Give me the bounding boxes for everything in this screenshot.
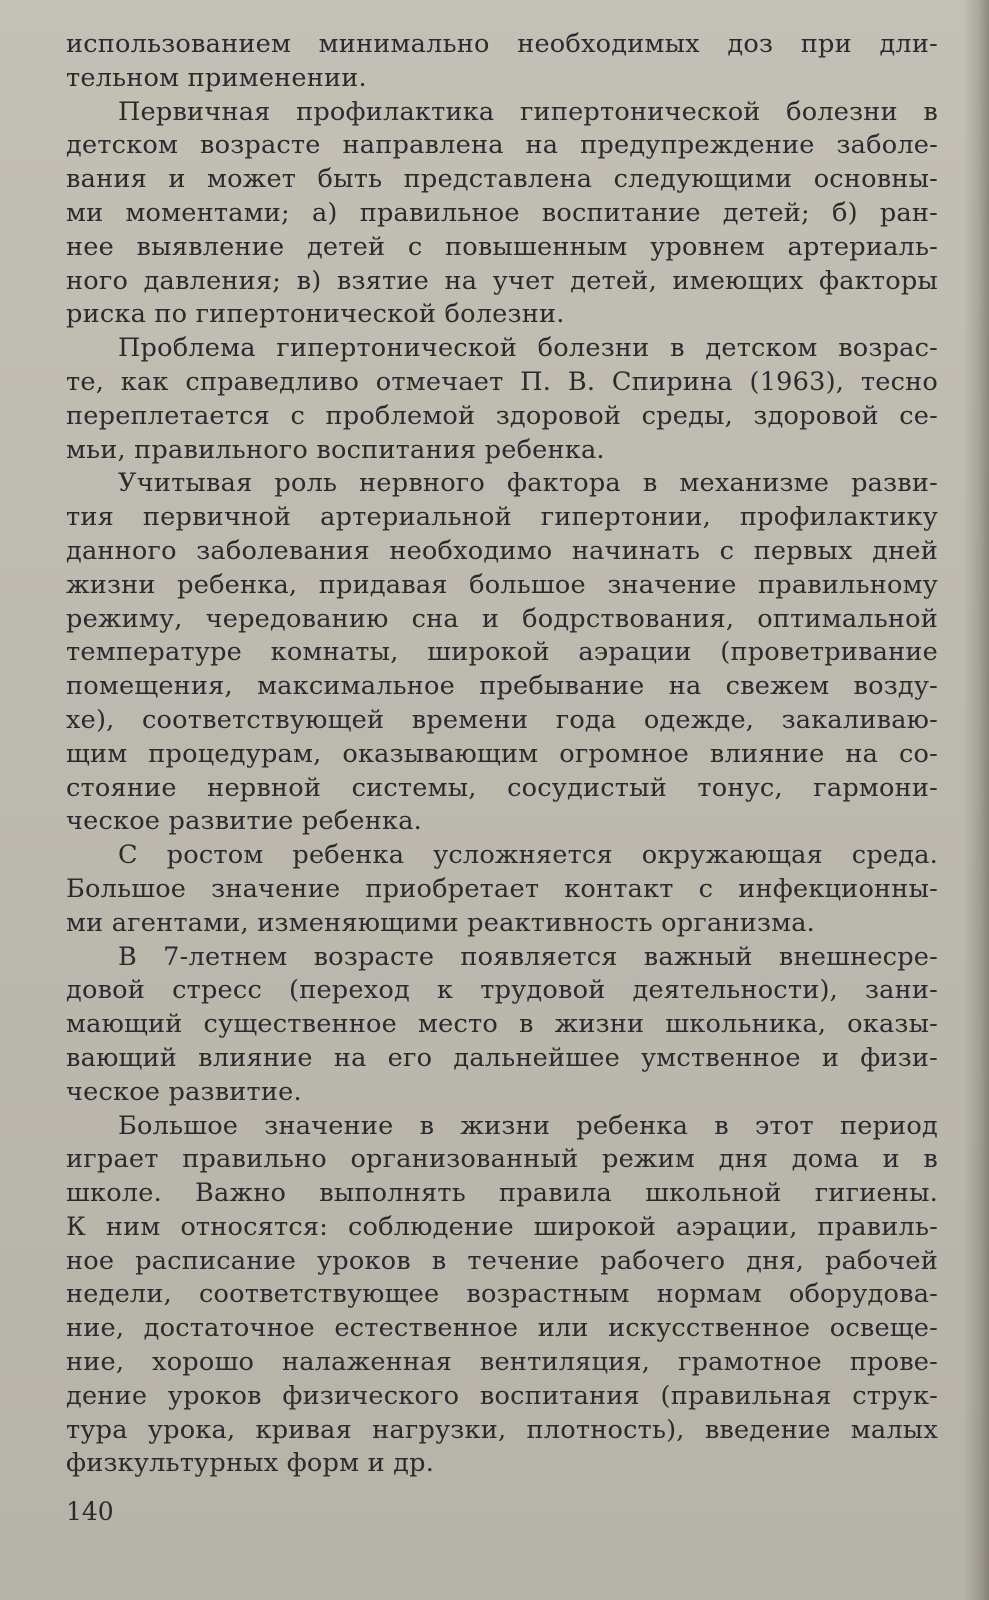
text-line: использованием минимально необходимых доз при дли- xyxy=(66,29,938,59)
paragraph-seven-years xyxy=(66,941,938,1110)
text-line: режиму, чередованию сна и бодрствования, оптимальной xyxy=(66,603,938,634)
text-line: мающий существенное место в жизни школьника, оказы- xyxy=(66,1009,938,1040)
text-line: тия первичной артериальной гипертонии, профилактику xyxy=(66,502,938,533)
text-line: тура урока, кривая нагрузки, плотность), введение малых xyxy=(66,1414,938,1445)
text-line: Большое значение в жизни ребенка в этот период xyxy=(118,1110,938,1141)
text-line: ческое развитие ребенка. xyxy=(66,806,422,837)
text-line: те, как справедливо отмечает П. В. Спирина (1963), тесно xyxy=(66,366,938,397)
paragraph-school-regime xyxy=(66,1110,938,1482)
text-line: тельном применении. xyxy=(66,62,367,93)
text-line: С ростом ребенка усложняется окружающая среда. xyxy=(118,840,938,871)
text-line: детском возрасте направлена на предупреждение заболе- xyxy=(66,130,938,161)
page-number: 140 xyxy=(66,1497,114,1526)
text-line: стояние нервной системы, сосудистый тонус, гармони- xyxy=(66,772,938,803)
text-line: физкультурных форм и др. xyxy=(66,1448,435,1479)
text-line: риска по гипертонической болезни. xyxy=(66,299,565,330)
text-line: ние, достаточное естественное или искусственное освеще- xyxy=(66,1313,938,1344)
text-line: жизни ребенка, придавая большое значение правильному xyxy=(66,569,938,600)
text-line: К ним относятся: соблюдение широкой аэрации, правиль- xyxy=(66,1211,938,1242)
text-line: играет правильно организованный режим дня дома и в xyxy=(66,1144,938,1175)
text-line: мьи, правильного воспитания ребенка. xyxy=(66,434,605,465)
text-line: Большое значение приобретает контакт с инфекционны- xyxy=(66,873,938,904)
text-line: хе), соответствующей времени года одежде, закаливаю- xyxy=(66,704,938,735)
paragraph-problem xyxy=(66,332,938,467)
text-line: щим процедурам, оказывающим огромное влияние на со- xyxy=(66,738,938,769)
paragraph-environment xyxy=(66,839,938,940)
text-line: Проблема гипертонической болезни в детском возрас- xyxy=(118,333,938,364)
paragraph-continuation xyxy=(66,28,938,96)
paragraph-nervous-factor xyxy=(66,467,938,839)
text-line: данного заболевания необходимо начинать с первых дней xyxy=(66,535,938,566)
text-line: ческое развитие. xyxy=(66,1076,302,1107)
text-line: температуре комнаты, широкой аэрации (проветривание xyxy=(66,637,938,668)
text-line: дение уроков физического воспитания (правильная струк- xyxy=(66,1380,938,1411)
text-line: ми моментами; а) правильное воспитание детей; б) ран- xyxy=(66,197,938,228)
text-line: довой стресс (переход к трудовой деятельности), зани- xyxy=(66,975,938,1006)
text-line: ние, хорошо налаженная вентиляция, грамотное прове- xyxy=(66,1347,938,1378)
text-line: ное расписание уроков в течение рабочего дня, рабочей xyxy=(66,1245,938,1276)
text-line: Учитывая роль нервного фактора в механизме разви- xyxy=(118,468,938,499)
text-line: ми агентами, изменяющими реактивность организма. xyxy=(66,907,816,938)
body-text xyxy=(66,28,938,1481)
page-binding-shadow xyxy=(963,0,989,1600)
text-line: помещения, максимальное пребывание на свежем возду- xyxy=(66,671,938,702)
text-line: нее выявление детей с повышенным уровнем артериаль- xyxy=(66,231,938,262)
text-line: школе. Важно выполнять правила школьной гигиены. xyxy=(66,1178,938,1209)
text-line: В 7-летнем возрасте появляется важный внешнесре- xyxy=(118,941,938,972)
text-line: вающий влияние на его дальнейшее умственное и физи- xyxy=(66,1042,938,1073)
text-line: переплетается с проблемой здоровой среды, здоровой се- xyxy=(66,400,938,431)
text-line: Первичная профилактика гипертонической болезни в xyxy=(118,96,938,127)
text-line: вания и может быть представлена следующими основны- xyxy=(66,164,938,195)
paragraph-primary-prevention xyxy=(66,96,938,333)
text-line: недели, соответствующее возрастным нормам оборудова- xyxy=(66,1279,938,1310)
text-line: ного давления; в) взятие на учет детей, имеющих факторы xyxy=(66,265,938,296)
